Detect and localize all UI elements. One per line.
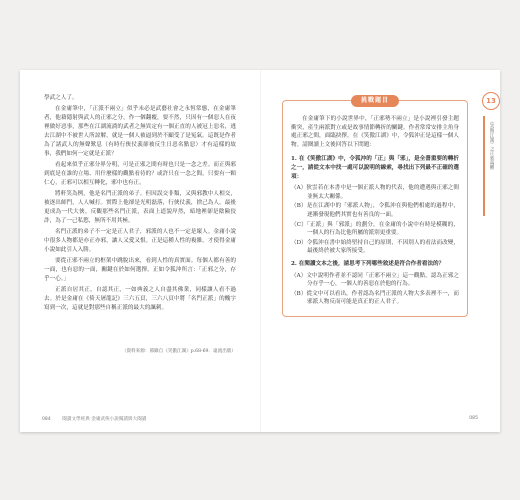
left-paragraph-3: 看起來似乎正邪分界分明，可是正邪之間有時也只是一念之差。而正與邪到底是在誰的立場、用什麼樣的觀點看待的？或許只在一念之間，只要有一顆仁心，正邪可以相互轉化，邪中也有正。 xyxy=(44,162,236,186)
book-gutter xyxy=(260,70,261,432)
right-page-number: 085 xyxy=(469,416,478,421)
question-1-stem: 1. 在《笑傲江湖》中，令狐沖的「正」與「邪」，是全書重要的轉折之一，請從文本中找一處可以說明的線索，尋找出下列最不正確的選項： xyxy=(291,156,459,180)
question-1-option-d: （D）令狐沖在書中始終堅持自己的原則，不因別人的看法而改變，最後終於被大家所接受。 xyxy=(291,239,459,255)
challenge-box xyxy=(282,97,468,317)
question-1-option-c: （C）「正派」與「邪派」的劃分，在金庸的小說中有時是模糊的，一個人的行為比他所屬的派別更重要。 xyxy=(291,221,459,237)
right-page-body xyxy=(282,97,468,416)
chapter-number-badge: 13 xyxy=(482,92,500,110)
left-paragraph-1: 學武之人了。 xyxy=(44,95,78,101)
left-footer xyxy=(42,416,146,422)
challenge-box-title: 挑戰題目 xyxy=(351,95,399,107)
chapter-side-label: 《笑傲江湖》之正邪兩難 xyxy=(483,116,497,216)
left-page-number: 084 xyxy=(42,417,51,422)
left-paragraph-2: 在金庸筆中，「正派不兩立」似乎未必是武藝社會之永恆常態，在金庸筆者，他藉隱射與武人的正邪之分，作一個翻覆，要不然，只因有一個惡人在夜裡做好惡事，那些在江湖流淌的武者之無異定有一個正直的人被冠上惡名，逃去江湖中不被世人所諒解，就是一個人被逼到於不顧受了是冤氣。這既是作者為了諸武人的無聲歎息（有時行俠仗義卻被反生日惡名點惡）才有這樣的故事，我們如何一定就是正派？ xyxy=(44,106,236,157)
left-page-body xyxy=(44,94,236,410)
source-caption: （資料來源：節錄自《笑傲江湖》p.68-69．遠流出版） xyxy=(121,349,236,354)
book-spread xyxy=(20,70,500,432)
question-2-option-b: （B）從文中可以看出，作者認為名門正派的人物大多表裡不一，而邪派人物反而可能是真正的正人君子。 xyxy=(291,290,459,306)
question-2-option-a: （A）文中說明作者並不認同「正邪不兩立」這一觀點，認為正邪之分存乎一心，一個人的善惡在於他的行為。 xyxy=(291,272,459,288)
question-1-option-a: （A）狄雲若在本書中是一個正派人物的代表，他的遭遇與正邪之間並無太大關係。 xyxy=(291,185,459,200)
left-paragraph-6: 要從正邪不兩立的框架中跳脫出來，看到人性的真實面。每個人都有善的一面，也有惡的一面，關鍵在於如何選擇。正如令狐沖所言：「正邪之分，存乎一心。」 xyxy=(44,258,236,282)
left-paragraph-4: 將軒笑為例，他是名門正派的弟子。但因誤交非類，又與邪教中人相交，被逐出師門，人人喊打。實際上他卻是光明磊落，行俠仗義，捨己為人，最後更成為一代大俠。反觀那些名門正派，表面上道貌岸然，暗地裡卻是陰險狡詐，為了一己私慾，無所不用其極。 xyxy=(44,191,236,224)
question-2-stem: 2. 在閱讀文本之後，請思考下列哪些敘述是符合作者看法的？ xyxy=(291,260,445,267)
running-head: 閱讀文學經典 金庸武俠小說閱讀與大閱讀 xyxy=(62,417,147,422)
left-paragraph-7: 正派自居其正，自認其正，一如典義之人自盡其佛業，同樣讓人看不過去。於是金庸在《倚天屠龍記》三六五頁，三六八頁中將「名門正派」的醜字寫到一次，這就是對那些自稱正派的最大的諷刺。 xyxy=(44,287,236,311)
left-paragraph-5: 名門正派的弟子不一定是正人君子，邪派的人也不一定是壞人。金庸小說中很多人物都是亦正亦邪，讓人又愛又恨。正是這種人性的複雜，才使得金庸小說如此引人入勝。 xyxy=(44,229,236,253)
chapter-side-tab xyxy=(480,70,500,432)
challenge-intro: 在金庸筆下的小說世界中，「正邪勢不兩立」是小說裡引發主題衝突，產生兩派對立或是故事情節轉折的關鍵。作者常常安排主角身處正邪之間，面臨抉擇。在《笑傲江湖》中，令狐沖正是這樣一個人物。請閱讀上文後回答以下問題： xyxy=(291,116,459,148)
question-1-option-b: （B）是在江湖中的「邪派人物」，令狐沖在與他們相處的過程中，逐漸發現他們其實也有善良的一面。 xyxy=(291,203,459,218)
